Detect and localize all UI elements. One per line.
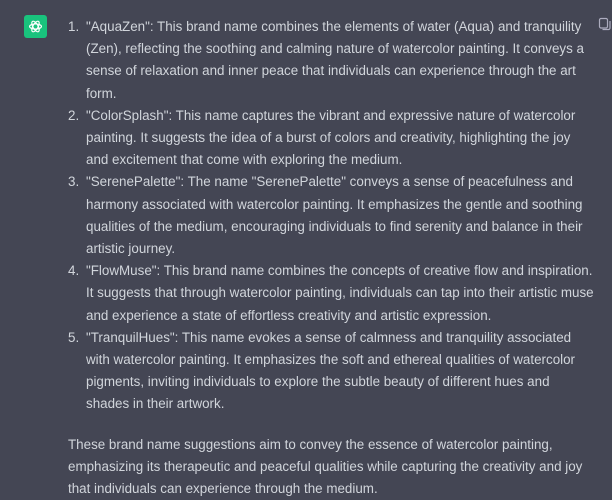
message-content [68, 16, 594, 500]
list-item-text: "AquaZen": This brand name combines the elements of water (Aqua) and tranquility (Zen), reflecting the soothing and calming nature of watercolor painting. It conveys a sense of relaxation and inner peace that individuals can experience through the art form. [86, 19, 584, 101]
brand-name-list [68, 16, 594, 416]
list-item-text: "SerenePalette": The name "SerenePalette" conveys a sense of peacefulness and harmony associated with watercolor painting. It emphasizes the gentle and soothing qualities of the medium, encouraging individuals to find serenity and balance in their artistic journey. [86, 174, 583, 257]
list-item-number: 3. [68, 174, 80, 190]
openai-logo-icon [24, 15, 47, 38]
list-item-number: 1. [68, 19, 80, 34]
copy-icon[interactable] [598, 16, 610, 30]
summary-paragraph: These brand name suggestions aim to convey the essence of watercolor painting, emphasizing its therapeutic and peaceful qualities while capturing the creativity and joy that individuals can experience through the medium. [68, 436, 583, 497]
list-item-text: "FlowMuse": This brand name combines the concepts of creative flow and inspiration. It suggests that through watercolor painting, individuals can tap into their artistic muse and experience a state of effortless creativity and artistic expression. [86, 263, 594, 323]
list-item-text: "TranquilHues": This name evokes a sense of calmness and tranquility associated with watercolor painting. It emphasizes the soft and ethereal qualities of watercolor pigments, inviting individuals to explore the subtle beauty of different hues and shades in their artwork. [86, 329, 576, 412]
list-item [68, 260, 594, 327]
list-item [68, 16, 594, 105]
list-item [68, 327, 594, 416]
list-item [68, 105, 594, 172]
list-item-text: "ColorSplash": This name captures the vibrant and expressive nature of watercolor painting. It suggests the idea of a burst of colors and creativity, highlighting the joy and excitement that come with exploring the medium. [86, 107, 576, 168]
list-item-number: 5. [68, 329, 80, 345]
list-item-number: 2. [68, 107, 80, 123]
list-item [68, 171, 594, 260]
list-item-number: 4. [68, 263, 80, 279]
